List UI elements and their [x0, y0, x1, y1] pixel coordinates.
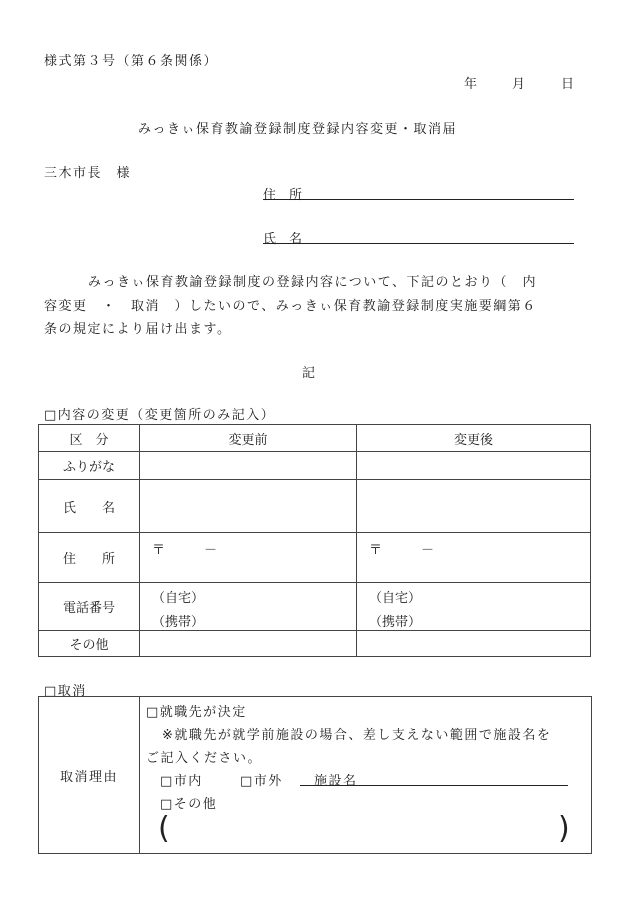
addressee: 三木市長 様 [44, 166, 132, 181]
postal-mark-before: 〒 － [152, 543, 218, 558]
phone-after-cell[interactable] [357, 583, 591, 631]
row-label-other: その他 [39, 631, 140, 657]
option-job-decided[interactable]: □就職先が決定 [146, 705, 247, 720]
phone-before-cell[interactable] [140, 583, 357, 631]
phone-mobile-after: （携帯） [369, 615, 422, 630]
facility-name-field[interactable] [300, 785, 568, 786]
date-day-label: 日 [561, 77, 575, 92]
name-label: 氏 名 [263, 232, 303, 247]
form-number: 様式第３号（第６条関係） [44, 54, 219, 69]
other-reason-open-paren: ( [158, 811, 170, 846]
other-before-cell[interactable] [140, 631, 357, 657]
row-label-name: 氏 名 [39, 480, 140, 533]
phone-mobile-before: （携帯） [152, 615, 205, 630]
other-reason-field[interactable] [172, 818, 552, 844]
ki-label: 記 [302, 366, 316, 381]
document-title: みっきぃ保育教諭登録制度登録内容変更・取消届 [138, 122, 458, 137]
postal-mark-after: 〒 － [369, 543, 435, 558]
address-label: 住 所 [263, 188, 303, 203]
date-month-label: 月 [512, 77, 526, 92]
name-field[interactable] [263, 243, 574, 244]
body-line-1: みっきぃ保育教諭登録制度の登録内容について、下記のとおり（ 内 [88, 275, 537, 290]
change-section-heading: □内容の変更（変更箇所のみ記入） [44, 408, 276, 423]
header-after: 変更後 [357, 425, 591, 452]
change-table [38, 424, 591, 657]
phone-home-after: （自宅） [369, 591, 422, 606]
facility-note-line-1: ※就職先が就学前施設の場合、差し支えない範囲で施設名を [162, 728, 552, 743]
date-year-label: 年 [464, 77, 478, 92]
option-other[interactable]: □その他 [160, 797, 218, 812]
body-line-3: 条の規定により届け出ます。 [44, 322, 232, 337]
facility-name-label: 施設名 [314, 774, 358, 789]
row-label-phone: 電話番号 [39, 583, 140, 631]
row-label-address: 住 所 [39, 533, 140, 583]
cancel-section-heading: □取消 [44, 684, 87, 699]
address-after-cell[interactable] [357, 533, 591, 583]
address-field[interactable] [263, 199, 574, 200]
option-in-city[interactable]: □市内 [160, 774, 203, 789]
phone-home-before: （自宅） [152, 591, 205, 606]
name-before-cell[interactable] [140, 480, 357, 533]
header-before: 変更前 [140, 425, 357, 452]
other-reason-close-paren: ) [558, 811, 570, 846]
header-category: 区 分 [39, 425, 140, 452]
facility-note-line-2: ご記入ください。 [146, 751, 263, 766]
body-line-2: 容変更 ・ 取消 ）したいので、みっきぃ保育教諭登録制度実施要綱第６ [44, 299, 537, 314]
furigana-after-cell[interactable] [357, 452, 591, 480]
cancel-reason-label: 取消理由 [39, 697, 140, 853]
furigana-before-cell[interactable] [140, 452, 357, 480]
option-out-city[interactable]: □市外 [240, 774, 283, 789]
address-before-cell[interactable] [140, 533, 357, 583]
other-after-cell[interactable] [357, 631, 591, 657]
name-after-cell[interactable] [357, 480, 591, 533]
row-label-furigana: ふりがな [39, 452, 140, 480]
